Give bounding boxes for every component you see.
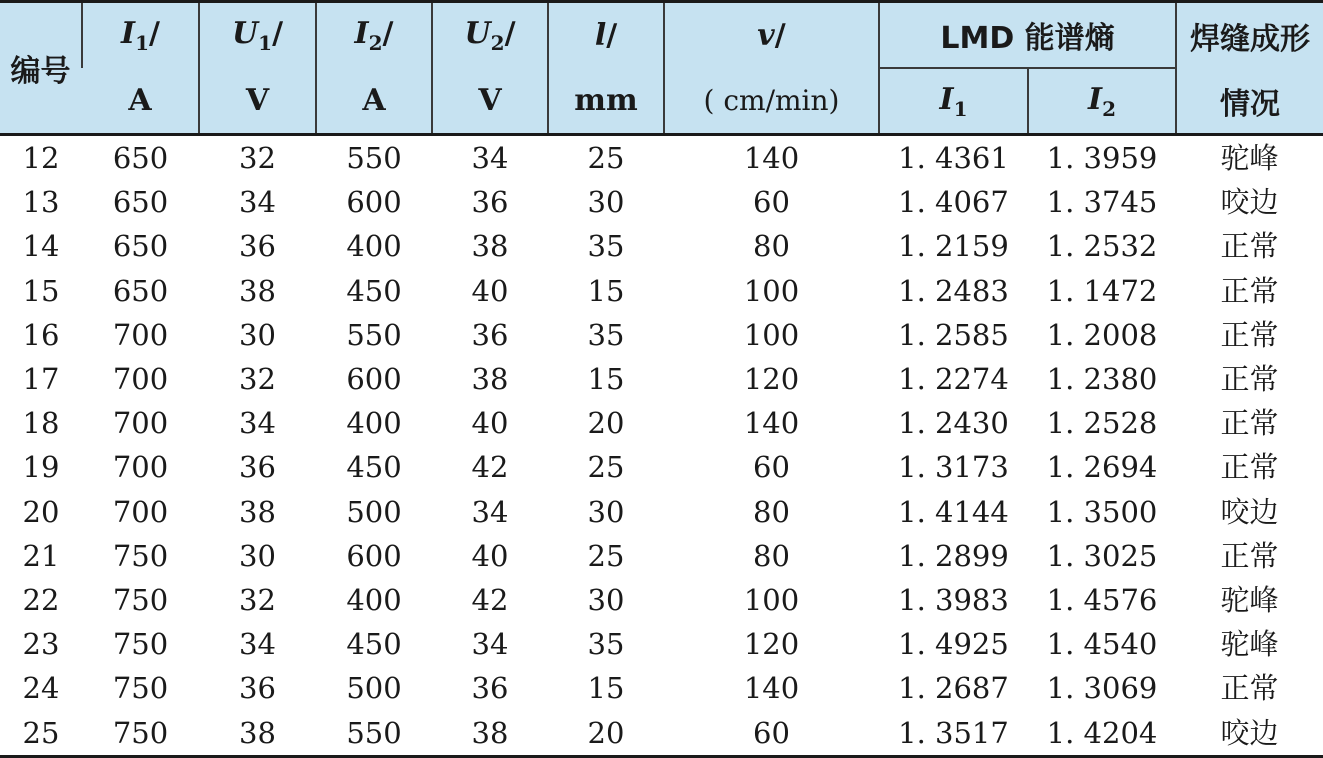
cell-u2: 42 xyxy=(471,582,509,617)
cell-u1: 34 xyxy=(239,185,276,220)
cell-v: 140 xyxy=(743,141,800,176)
cell-i1: 650 xyxy=(112,273,169,308)
cell-u2: 34 xyxy=(471,141,509,176)
header-lmd-entropy: LMD 能谱熵 xyxy=(879,2,1176,69)
cell-number: 21 xyxy=(22,538,60,573)
header-weld-top: 焊缝成形 xyxy=(1176,2,1323,69)
cell-u2: 38 xyxy=(432,710,548,756)
cell-weld-condition: 驼峰 xyxy=(1220,627,1279,662)
cell-weld-condition: 咬边 xyxy=(1220,494,1279,529)
cell-i2: 550 xyxy=(346,141,402,176)
cell-v: 60 xyxy=(664,710,879,756)
table-row xyxy=(0,490,1323,534)
cell-u2: 36 xyxy=(471,185,509,220)
cell-i1: 700 xyxy=(112,406,169,441)
cell-number: 18 xyxy=(22,406,60,441)
cell-entropy-i1: 1. 2483 xyxy=(898,273,1009,308)
cell-number: 19 xyxy=(22,450,60,485)
cell-l: 30 xyxy=(587,185,625,220)
table-header xyxy=(0,2,1323,135)
cell-number: 24 xyxy=(22,671,60,706)
cell-l: 25 xyxy=(587,450,625,485)
cell-i1: 700 xyxy=(112,362,169,397)
cell-u1: 30 xyxy=(239,538,276,573)
table-row xyxy=(0,224,1323,268)
cell-u1: 36 xyxy=(239,229,276,264)
cell-entropy-i2: 1. 2528 xyxy=(1046,406,1158,441)
cell-l: 35 xyxy=(587,317,625,352)
table-row xyxy=(0,578,1323,622)
header-l: l/ xyxy=(548,2,664,69)
cell-u2: 40 xyxy=(471,406,509,441)
cell-entropy-i1: 1. 2899 xyxy=(898,538,1009,573)
cell-v: 120 xyxy=(743,362,800,397)
cell-weld-condition: 正常 xyxy=(1220,406,1279,441)
table-row xyxy=(0,357,1323,401)
cell-i1: 700 xyxy=(112,317,169,352)
header-lmd-i1: $I_1$ xyxy=(879,68,1028,135)
cell-l: 15 xyxy=(587,671,625,706)
cell-i2: 600 xyxy=(346,185,402,220)
cell-weld-condition: 正常 xyxy=(1220,317,1279,352)
cell-entropy-i1: 1. 2687 xyxy=(898,671,1009,706)
header-i2: $I_2/$ xyxy=(316,2,432,69)
cell-u2: 34 xyxy=(471,627,509,662)
table-row xyxy=(0,401,1323,445)
table-row xyxy=(0,180,1323,224)
cell-i2: 600 xyxy=(346,538,402,573)
cell-i1: 700 xyxy=(112,494,169,529)
cell-i2: 450 xyxy=(346,450,402,485)
cell-i2: 400 xyxy=(346,406,402,441)
header-i1-unit: A xyxy=(82,68,199,135)
header-u1: $U_1/$ xyxy=(199,2,316,69)
cell-i1: 650 xyxy=(112,185,169,220)
cell-u2: 38 xyxy=(471,362,509,397)
cell-entropy-i2: 1. 2008 xyxy=(1046,317,1158,352)
cell-entropy-i2: 1. 4204 xyxy=(1028,710,1176,756)
cell-i2: 550 xyxy=(346,317,402,352)
cell-i1: 750 xyxy=(112,671,169,706)
cell-u1: 32 xyxy=(239,362,276,397)
cell-v: 100 xyxy=(743,582,800,617)
cell-weld-condition: 咬边 xyxy=(1220,185,1279,220)
cell-v: 100 xyxy=(743,273,800,308)
cell-i1: 650 xyxy=(112,141,169,176)
cell-i2: 400 xyxy=(346,229,402,264)
cell-v: 80 xyxy=(753,229,790,264)
cell-weld-condition: 驼峰 xyxy=(1220,582,1279,617)
cell-i1: 750 xyxy=(112,538,169,573)
cell-weld-condition: 正常 xyxy=(1220,671,1279,706)
cell-u1: 36 xyxy=(239,450,276,485)
header-i1: $I_1/$ xyxy=(82,2,199,69)
table-row xyxy=(0,622,1323,666)
header-l-unit: mm xyxy=(548,68,664,135)
cell-entropy-i1: 1. 2159 xyxy=(898,229,1009,264)
cell-l: 25 xyxy=(587,141,625,176)
cell-entropy-i2: 1. 1472 xyxy=(1046,273,1158,308)
cell-l: 30 xyxy=(587,582,625,617)
cell-number: 16 xyxy=(22,317,60,352)
cell-weld-condition: 咬边 xyxy=(1176,710,1323,756)
cell-i2: 500 xyxy=(346,494,402,529)
cell-entropy-i2: 1. 3959 xyxy=(1046,141,1158,176)
cell-v: 60 xyxy=(753,450,790,485)
header-v: v/ xyxy=(664,2,879,69)
cell-number: 17 xyxy=(22,362,60,397)
cell-weld-condition: 正常 xyxy=(1220,362,1279,397)
cell-entropy-i2: 1. 2380 xyxy=(1046,362,1158,397)
cell-entropy-i2: 1. 4576 xyxy=(1046,582,1158,617)
cell-entropy-i1: 1. 2585 xyxy=(898,317,1009,352)
header-number: 编号 xyxy=(0,2,82,135)
cell-i2: 400 xyxy=(346,582,402,617)
table-body xyxy=(0,135,1323,757)
header-u1-unit: V xyxy=(199,68,316,135)
cell-l: 20 xyxy=(587,406,625,441)
cell-u1: 36 xyxy=(239,671,276,706)
cell-l: 30 xyxy=(587,494,625,529)
cell-i1: 750 xyxy=(112,582,169,617)
cell-weld-condition: 正常 xyxy=(1220,450,1279,485)
cell-v: 80 xyxy=(753,494,790,529)
header-u2: $U_2/$ xyxy=(432,2,548,69)
cell-u1: 32 xyxy=(239,141,276,176)
cell-u1: 38 xyxy=(199,710,316,756)
cell-u1: 38 xyxy=(239,494,276,529)
cell-u2: 40 xyxy=(471,273,509,308)
cell-i2: 550 xyxy=(316,710,432,756)
cell-entropy-i1: 1. 4361 xyxy=(898,141,1009,176)
cell-v: 140 xyxy=(743,406,800,441)
cell-v: 120 xyxy=(743,627,800,662)
cell-number: 12 xyxy=(22,141,60,176)
table-row xyxy=(0,534,1323,578)
cell-u2: 36 xyxy=(471,317,509,352)
table-row xyxy=(0,666,1323,710)
cell-entropy-i1: 1. 4925 xyxy=(898,627,1009,662)
cell-l: 35 xyxy=(587,627,625,662)
cell-entropy-i2: 1. 2694 xyxy=(1046,450,1158,485)
cell-entropy-i1: 1. 2274 xyxy=(898,362,1009,397)
cell-entropy-i2: 1. 3069 xyxy=(1046,671,1158,706)
cell-l: 15 xyxy=(587,273,625,308)
cell-number: 22 xyxy=(22,582,60,617)
cell-entropy-i1: 1. 2430 xyxy=(898,406,1009,441)
cell-number: 15 xyxy=(22,273,60,308)
cell-v: 140 xyxy=(743,671,800,706)
cell-weld-condition: 正常 xyxy=(1220,229,1279,264)
cell-i2: 500 xyxy=(346,671,402,706)
cell-number: 23 xyxy=(22,627,60,662)
cell-entropy-i1: 1. 4144 xyxy=(898,494,1009,529)
cell-u1: 32 xyxy=(239,582,276,617)
table-row xyxy=(0,269,1323,313)
cell-i2: 450 xyxy=(346,273,402,308)
cell-weld-condition: 驼峰 xyxy=(1220,141,1279,176)
cell-l: 20 xyxy=(548,710,664,756)
cell-weld-condition: 正常 xyxy=(1220,273,1279,308)
cell-entropy-i2: 1. 3025 xyxy=(1046,538,1158,573)
cell-number: 14 xyxy=(22,229,60,264)
cell-u1: 34 xyxy=(239,627,276,662)
header-lmd-i2: $I_2$ xyxy=(1028,68,1176,135)
cell-u1: 38 xyxy=(239,273,276,308)
cell-u2: 36 xyxy=(471,671,509,706)
cell-i2: 450 xyxy=(346,627,402,662)
header-u2-unit: V xyxy=(432,68,548,135)
cell-weld-condition: 正常 xyxy=(1220,538,1279,573)
cell-number: 25 xyxy=(0,710,82,756)
cell-entropy-i1: 1. 4067 xyxy=(898,185,1009,220)
cell-number: 20 xyxy=(22,494,60,529)
cell-v: 80 xyxy=(753,538,790,573)
table-row xyxy=(0,135,1323,181)
cell-i1: 750 xyxy=(112,627,169,662)
table-row xyxy=(0,710,1323,756)
cell-entropy-i2: 1. 3745 xyxy=(1046,185,1158,220)
cell-entropy-i1: 1. 3983 xyxy=(898,582,1009,617)
cell-u1: 34 xyxy=(239,406,276,441)
cell-v: 100 xyxy=(743,317,800,352)
cell-l: 15 xyxy=(587,362,625,397)
cell-u2: 38 xyxy=(471,229,509,264)
cell-i1: 650 xyxy=(112,229,169,264)
header-weld-bottom: 情况 xyxy=(1176,68,1323,135)
header-v-unit: ( cm/min) xyxy=(664,68,879,135)
cell-entropy-i2: 1. 3500 xyxy=(1046,494,1158,529)
cell-l: 35 xyxy=(587,229,625,264)
table-row xyxy=(0,313,1323,357)
cell-u2: 34 xyxy=(471,494,509,529)
cell-i1: 700 xyxy=(112,450,169,485)
cell-i1: 750 xyxy=(82,710,199,756)
table-row xyxy=(0,445,1323,489)
cell-number: 13 xyxy=(22,185,60,220)
cell-entropy-i2: 1. 4540 xyxy=(1046,627,1158,662)
cell-u2: 40 xyxy=(471,538,509,573)
header-i2-unit: A xyxy=(316,68,432,135)
cell-l: 25 xyxy=(587,538,625,573)
cell-u1: 30 xyxy=(239,317,276,352)
cell-entropy-i1: 1. 3517 xyxy=(879,710,1028,756)
cell-u2: 42 xyxy=(471,450,509,485)
cell-i2: 600 xyxy=(346,362,402,397)
cell-entropy-i1: 1. 3173 xyxy=(898,450,1009,485)
cell-v: 60 xyxy=(753,185,790,220)
cell-entropy-i2: 1. 2532 xyxy=(1046,229,1158,264)
